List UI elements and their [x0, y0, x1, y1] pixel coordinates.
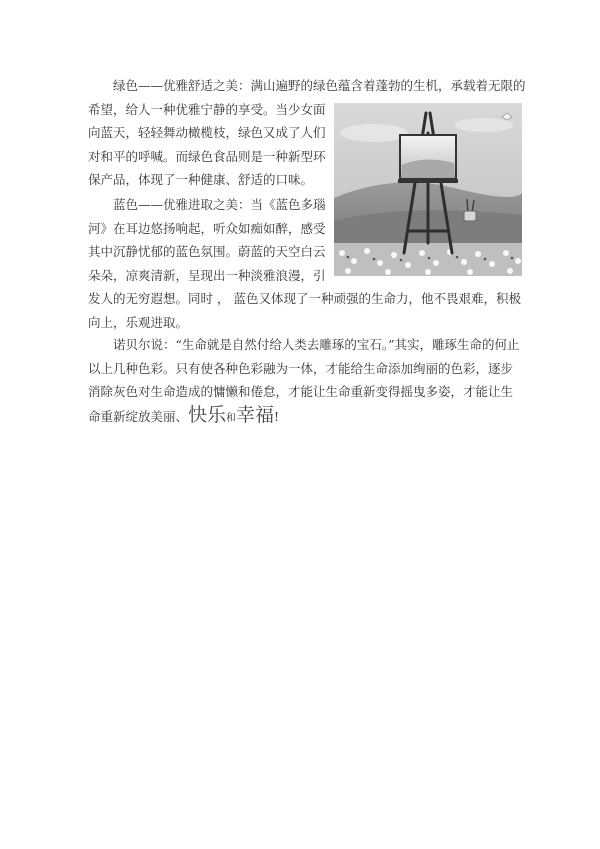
- word-kuaile: 快乐: [188, 403, 227, 426]
- word-he: 和: [226, 412, 237, 424]
- paragraph-blue-wrapped: 蓝色——优雅进取之美：当《蓝色多瑙河》在耳边悠扬响起，听众如痴如醉，感受其中沉静忧郁的蓝色氛围。蔚蓝的天空白云朵朵，凉爽清新，呈现出一种淡雅浪漫，引: [88, 197, 326, 283]
- paragraph-nobel: [88, 333, 524, 430]
- paragraph-green-rest: 希望，给人一种优雅宁静的享受。当少女面向蓝天，轻轻舞动橄榄枝，绿色又成了人们对和平的呼喊。而绿色食品则是一种新型环保产品，体现了一种健康、舒适的口味。: [88, 101, 326, 187]
- exclamation-mark: !: [274, 408, 280, 424]
- paragraph-blue-line-full-2: 向上，乐观进取。: [88, 314, 189, 330]
- paragraph-blue-line-full-1: 发人的无穷遐想。同时 ， 蓝色又体现了一种顽强的生命力，他不畏艰难，积极: [88, 291, 521, 306]
- easel-landscape-illustration: [334, 103, 522, 276]
- paragraph-nobel-text: 诺贝尔说：“生命就是自然付给人类去雕琢的宝石。”其实，雕琢生命的何止以上几种色彩。只有使各种色彩融为一体，才能给生命添加绚丽的色彩，逐步消除灰色对生命造成的慵懒和倦怠，才能让生命重新变得摇曳多姿，才能让生命重新绽放美丽、: [88, 337, 520, 424]
- word-xingfu: 幸福: [236, 403, 275, 426]
- paragraph-green-line1: 绿色——优雅舒适之美：满山遍野的绿色蕴含着蓬勃的生机，承载着无限的: [113, 78, 526, 93]
